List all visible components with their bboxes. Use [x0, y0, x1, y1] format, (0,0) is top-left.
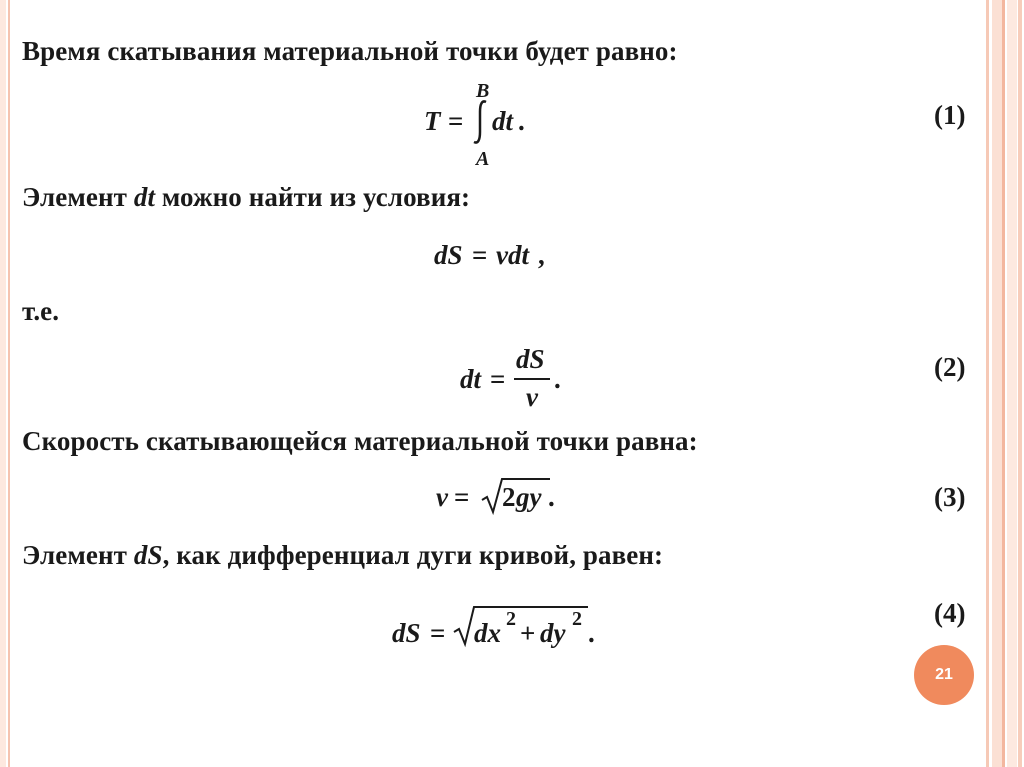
- eq2-numerator: dS: [516, 344, 545, 374]
- eq-ds-rhs: vdt: [496, 240, 529, 270]
- eq-ds-comma: ,: [538, 240, 545, 270]
- eq2-denominator: v: [526, 382, 538, 412]
- eq1-equals: =: [448, 106, 464, 136]
- eq2-number: (2): [934, 352, 966, 382]
- eq4-period: .: [588, 618, 595, 648]
- eq3-equals: =: [454, 482, 470, 512]
- eq-ds-equals: =: [472, 240, 488, 270]
- text-line-2-var: dt: [133, 182, 156, 212]
- eq4-term-1: dx: [474, 618, 501, 648]
- text-line-2: [22, 182, 470, 213]
- eq2-period: .: [554, 364, 561, 394]
- page-number-badge: [914, 645, 974, 705]
- eq3-number: (3): [934, 482, 966, 512]
- eq1-lhs: T: [424, 106, 441, 136]
- eq2-lhs: dt: [460, 364, 482, 394]
- text-line-5-pre: Элемент: [22, 540, 134, 570]
- page-number: 21: [935, 666, 953, 683]
- eq3-lhs: v: [436, 482, 448, 512]
- left-border-strip: [0, 0, 6, 767]
- eq4-exponent-2: 2: [572, 608, 582, 630]
- eq4-lhs: dS: [392, 618, 421, 648]
- eq1-body: dt: [492, 106, 514, 136]
- eq1-number: (1): [934, 100, 966, 130]
- eq4-exponent-1: 2: [506, 608, 516, 630]
- eq2-equals: =: [490, 364, 506, 394]
- eq1-period: .: [518, 106, 525, 136]
- left-border-line: [8, 0, 10, 767]
- text-line-2-post: можно найти из условия:: [155, 182, 471, 212]
- text-line-5-post: , как дифференциал дуги кривой, равен:: [162, 540, 664, 570]
- eq3-radicand-number: 2: [502, 482, 516, 512]
- right-decorative-stripes: [986, 0, 1024, 767]
- eq1-lower-limit: A: [476, 148, 490, 170]
- text-line-4: Скорость скатывающейся материальной точки равна:: [22, 426, 698, 456]
- eq4-plus: +: [520, 618, 536, 648]
- text-line-3: т.е.: [22, 296, 60, 326]
- integral-sign: [472, 98, 490, 146]
- eq4-term-2: dy: [540, 618, 566, 648]
- eq-ds-lhs: dS: [434, 240, 463, 270]
- text-line-1: Время скатывания материальной точки будет равно:: [22, 36, 678, 66]
- eq3-period: .: [548, 482, 555, 512]
- eq4-equals: =: [430, 618, 446, 648]
- eq3-radicand-var: gy: [516, 482, 542, 512]
- eq1-upper-limit: B: [476, 80, 490, 102]
- eq4-number: (4): [934, 598, 966, 628]
- text-line-2-pre: Элемент: [22, 182, 134, 212]
- text-line-5: [22, 540, 663, 571]
- eq2-fraction-bar: [514, 378, 550, 380]
- text-line-5-var: dS: [133, 540, 163, 570]
